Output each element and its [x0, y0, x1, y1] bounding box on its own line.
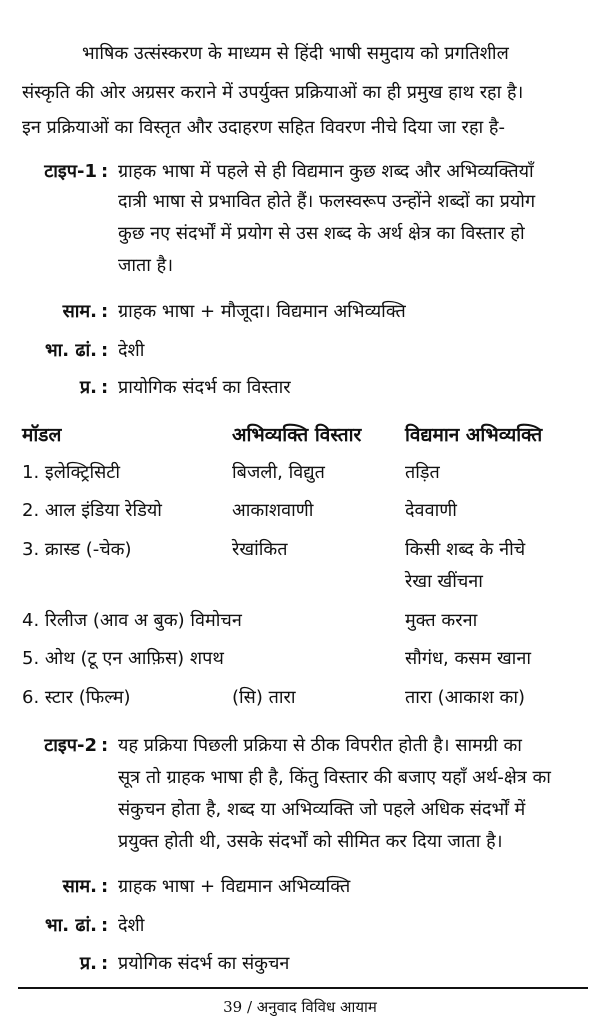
type2-line-1: यह प्रक्रिया पिछली प्रक्रिया से ठीक विपरीत होती है। सामग्री का — [118, 735, 522, 756]
page-footer: 39 / अनुवाद विविध आयाम — [223, 998, 377, 1016]
intro-line-2: संस्कृति की ओर अग्रसर कराने में उपर्युक्त प्रक्रियाओं का ही प्रमुख हाथ रहा है। — [22, 82, 524, 103]
type2-field-sam-colon: : — [101, 876, 109, 897]
table-row-3-existing: किसी शब्द के नीचे — [405, 539, 526, 560]
table-row-2-model: 2. आल इंडिया रेडियो — [22, 500, 162, 521]
type1-field-bhadhan-colon: : — [101, 340, 109, 361]
table-row-2-existing: देववाणी — [405, 500, 457, 521]
table-row-3-extension: रेखांकित — [232, 539, 288, 560]
type2-line-3: संकुचन होता है, शब्द या अभिव्यक्ति जो पहले अधिक संदर्भों में — [118, 799, 526, 820]
table-header-extension: अभिव्यक्ति विस्तार — [232, 424, 362, 446]
table-row-3-model: 3. क्रास्ड (-चेक) — [22, 539, 132, 560]
type1-field-pra-colon: : — [101, 377, 109, 398]
table-row-6-extension: (सि) तारा — [232, 687, 296, 708]
table-row-4-existing: मुक्त करना — [405, 610, 478, 631]
type2-line-2: सूत्र तो ग्राहक भाषा ही है, किंतु विस्तार की बजाए यहाँ अर्थ-क्षेत्र का — [118, 767, 551, 788]
table-header-model: मॉडल — [22, 424, 62, 446]
table-row-1-extension: बिजली, विद्युत — [232, 462, 325, 483]
table-row-1-model: 1. इलेक्ट्रिसिटी — [22, 462, 121, 483]
type1-field-bhadhan-value: देशी — [118, 340, 145, 361]
table-row-4-model: 4. रिलीज (आव अ बुक) विमोचन — [22, 610, 242, 631]
table-header-existing: विद्यमान अभिव्यक्ति — [405, 424, 543, 446]
table-row-1-existing: तड़ित — [405, 462, 440, 483]
table-row-2-extension: आकाशवाणी — [232, 500, 314, 521]
footer-rule — [18, 987, 588, 989]
table-row-6-existing: तारा (आकाश का) — [405, 687, 526, 708]
type1-field-sam-colon: : — [101, 301, 109, 322]
type1-line-4: जाता है। — [118, 255, 174, 276]
table-row-5-existing: सौगंध, कसम खाना — [405, 648, 531, 669]
type2-field-sam-value: ग्राहक भाषा + विद्यमान अभिव्यक्ति — [118, 876, 351, 897]
type2-field-pra-colon: : — [101, 953, 109, 974]
type2-line-4: प्रयुक्त होती थी, उसके संदर्भों को सीमित कर दिया जाता है। — [118, 831, 503, 852]
type1-field-sam-value: ग्राहक भाषा + मौजूदा। विद्यमान अभिव्यक्ति — [118, 301, 406, 322]
type1-field-pra-label: प्र. — [79, 377, 97, 398]
intro-line-3: इन प्रक्रियाओं का विस्तृत और उदाहरण सहित विवरण नीचे दिया जा रहा है- — [22, 117, 505, 138]
type2-field-sam-label: साम. — [62, 876, 97, 897]
type1-colon: : — [101, 161, 109, 182]
table-row-5-model: 5. ओथ (टू एन आफ़िस) शपथ — [22, 648, 224, 669]
type2-field-pra-label: प्र. — [79, 953, 97, 974]
type2-label: टाइप-2 — [44, 735, 97, 756]
type1-line-2: दात्री भाषा से प्रभावित होते हैं। फलस्वरूप उन्होंने शब्दों का प्रयोग — [118, 191, 536, 212]
type2-field-bhadhan-value: देशी — [118, 915, 145, 936]
type2-field-pra-value: प्रयोगिक संदर्भ का संकुचन — [118, 953, 290, 974]
type1-field-bhadhan-label: भा. ढां. — [44, 340, 97, 361]
type2-field-bhadhan-label: भा. ढां. — [44, 915, 97, 936]
intro-line-1: भाषिक उत्संस्करण के माध्यम से हिंदी भाषी समुदाय को प्रगतिशील — [82, 43, 509, 64]
type2-field-bhadhan-colon: : — [101, 915, 109, 936]
table-row-3-existing-cont: रेखा खींचना — [405, 571, 483, 592]
type1-field-sam-label: साम. — [62, 301, 97, 322]
type2-colon: : — [101, 735, 109, 756]
table-row-6-model: 6. स्टार (फिल्म) — [22, 687, 131, 708]
type1-line-3: कुछ नए संदर्भों में प्रयोग से उस शब्द के अर्थ क्षेत्र का विस्तार हो — [118, 223, 525, 244]
type1-line-1: ग्राहक भाषा में पहले से ही विद्यमान कुछ शब्द और अभिव्यक्तियाँ — [118, 161, 534, 182]
type1-field-pra-value: प्रायोगिक संदर्भ का विस्तार — [118, 377, 291, 398]
type1-label: टाइप-1 — [44, 161, 97, 182]
